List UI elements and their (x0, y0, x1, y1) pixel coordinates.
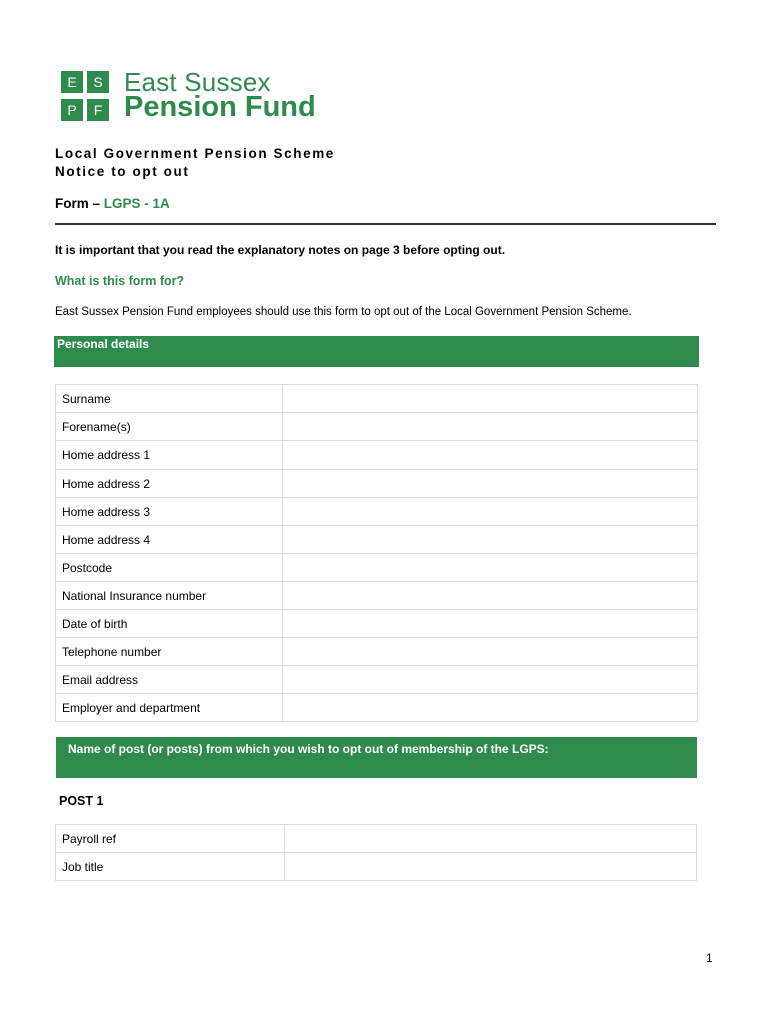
table-row (56, 638, 698, 666)
date-of-birth-field[interactable] (283, 610, 698, 638)
table-row (56, 610, 698, 638)
table-row (56, 582, 698, 610)
table-row (56, 666, 698, 694)
employer-department-field[interactable] (283, 694, 698, 722)
form-code-line (55, 196, 170, 211)
telephone-field[interactable] (283, 638, 698, 666)
scheme-line-2: Notice to opt out (55, 164, 190, 179)
home-address-1-field[interactable] (283, 441, 698, 470)
logo-letter-e: E (61, 71, 83, 93)
table-row (56, 825, 697, 853)
postcode-field[interactable] (283, 554, 698, 582)
personal-details-table (55, 384, 698, 722)
logo-letter-f: F (87, 99, 109, 121)
field-label: National Insurance number (56, 582, 283, 610)
table-row (56, 441, 698, 470)
field-label: Home address 4 (56, 526, 283, 554)
field-label: Date of birth (56, 610, 283, 638)
what-is-heading: What is this form for? (55, 274, 185, 288)
email-field[interactable] (283, 666, 698, 694)
personal-details-heading: Personal details (54, 336, 699, 367)
surname-field[interactable] (283, 385, 698, 413)
form-label: Form – (55, 196, 104, 211)
intro-text: East Sussex Pension Fund employees should use this form to opt out of the Local Government Pension Scheme. (55, 306, 632, 318)
field-label: Home address 3 (56, 498, 283, 526)
table-row (56, 413, 698, 441)
important-notice: It is important that you read the explanatory notes on page 3 before opting out. (55, 243, 506, 257)
logo-name-line1: East Sussex (124, 67, 271, 97)
field-label: Employer and department (56, 694, 283, 722)
scheme-title (55, 145, 335, 181)
form-code: LGPS - 1A (103, 196, 170, 211)
home-address-2-field[interactable] (283, 470, 698, 498)
logo-letter-p: P (61, 99, 83, 121)
home-address-4-field[interactable] (283, 526, 698, 554)
table-row (56, 385, 698, 413)
header-divider (55, 223, 716, 225)
post-1-table (55, 824, 697, 881)
post-1-title: POST 1 (59, 794, 104, 808)
table-row (56, 498, 698, 526)
field-label: Surname (56, 385, 283, 413)
page-number: 1 (706, 951, 713, 965)
field-label: Forename(s) (56, 413, 283, 441)
table-row (56, 853, 697, 881)
ni-number-field[interactable] (283, 582, 698, 610)
field-label: Email address (56, 666, 283, 694)
field-label: Postcode (56, 554, 283, 582)
table-row (56, 694, 698, 722)
table-row (56, 470, 698, 498)
table-row (56, 526, 698, 554)
payroll-ref-field[interactable] (285, 825, 697, 853)
posts-heading: Name of post (or posts) from which you wish to opt out of membership of the LGPS: (56, 737, 697, 778)
forenames-field[interactable] (283, 413, 698, 441)
home-address-3-field[interactable] (283, 498, 698, 526)
job-title-field[interactable] (285, 853, 697, 881)
scheme-line-1: Local Government Pension Scheme (55, 146, 335, 161)
field-label: Home address 2 (56, 470, 283, 498)
logo-name-line2: Pension Fund (124, 91, 316, 123)
logo (61, 67, 351, 125)
field-label: Home address 1 (56, 441, 283, 470)
field-label: Payroll ref (56, 825, 285, 853)
table-row (56, 554, 698, 582)
field-label: Telephone number (56, 638, 283, 666)
logo-letter-s: S (87, 71, 109, 93)
field-label: Job title (56, 853, 285, 881)
